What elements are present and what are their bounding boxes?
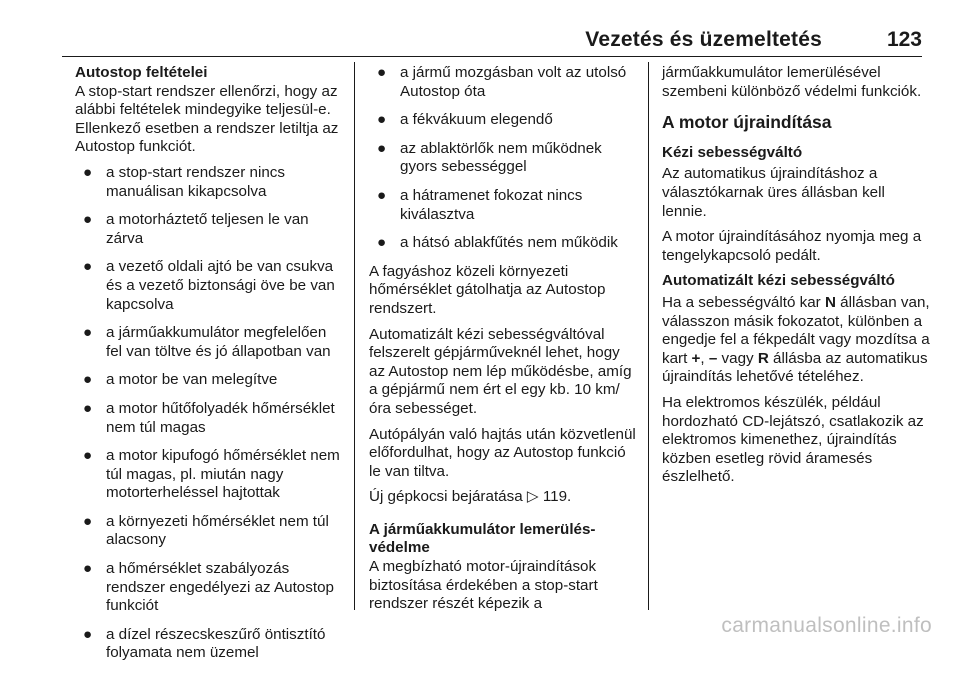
list-item: ● a dízel részecskeszűrő öntisztító folyamata nem üzemel [83, 625, 326, 662]
paragraph: A motor újraindításához nyomja meg a tengelykapcsoló pedált. [662, 228, 922, 264]
section-heading: A járműakkumulátor lemerülés-védelme [369, 520, 596, 557]
paragraph: Ha elektromos készülék, például hordozható CD-lejátszó, csatlakozik az elektromos kimenethez, újraindítás közben esetleg rövid áramesés észlelhető. [662, 393, 924, 486]
cross-reference[interactable]: Új gépkocsi bejáratása ▷ 119. [369, 488, 572, 506]
list-item: ● a motor be van melegítve [83, 371, 278, 389]
column-1 [75, 64, 343, 673]
list-item: ● az ablaktörlők nem működnek gyors sebességgel [377, 139, 602, 176]
paragraph: A fagyáshoz közeli környezeti hőmérséklet gátolhatja az Autostop rendszert. [369, 262, 606, 317]
paragraph: Autópályán való hajtás után közvetlenül előfordulhat, hogy az Autostop funkció le van tiltva. [369, 425, 636, 480]
conditions-list [75, 164, 343, 663]
list-item: ● a stop-start rendszer nincs manuálisan kikapcsolva [83, 163, 285, 200]
subsection-heading: Automatizált kézi sebességváltó [662, 272, 895, 290]
page-number: 123 [886, 28, 922, 51]
page-header [62, 0, 922, 57]
list-item: ● a hátramenet fokozat nincs kiválasztva [377, 186, 583, 223]
paragraph: Az automatikus újraindításhoz a választókarnak üres állásban kell lennie. [662, 165, 885, 220]
column-divider [648, 62, 649, 610]
list-item: ● a hátsó ablakfűtés nem működik [377, 234, 618, 252]
column-3 [662, 64, 932, 494]
watermark: carmanualsonline.info [721, 614, 932, 637]
list-item: ● a motorháztető teljesen le van zárva [83, 211, 309, 247]
column-divider [354, 62, 355, 610]
header-title: Vezetés és üzemeltetés [585, 28, 822, 51]
list-item: ● a jármű mozgásban volt az utolsó Autostop óta [377, 64, 627, 100]
list-item: ● a hőmérséklet szabályozás rendszer engedélyezi az Autostop funkciót [83, 560, 334, 615]
paragraph: A megbízható motor-újraindítások biztosítása érdekében a stop-start rendszer részét képezik a [369, 558, 598, 613]
paragraph: Ha a sebességváltó kar N állásban van, válasszon másik fokozatot, különben a engedje fel a fékpedált vagy mozdítsa a kart +, – vagy R állásba az automatikus újraindítás lehetővé tételéhez. [662, 293, 930, 386]
list-item: ● a vezető oldali ajtó be van csukva és a vezető biztonsági öve be van kapcsolva [83, 258, 335, 313]
paragraph: járműakkumulátor lemerülésével szembeni különböző védelmi funkciók. [662, 64, 922, 100]
list-item: ● a fékvákuum elegendő [377, 111, 553, 129]
conditions-list-continued [369, 64, 639, 253]
list-item: ● a járműakkumulátor megfelelően fel van töltve és jó állapotban van [83, 324, 331, 360]
list-item: ● a motor kipufogó hőmérséklet nem túl magas, pl. miután nagy motorterheléssel hajtottak [83, 447, 340, 502]
paragraph: A stop-start rendszer ellenőrzi, hogy az alábbi feltételek mindegyike teljesül-e. Ellenkező esetben a rendszer letiltja az Autostop funkciót. [75, 82, 339, 156]
column-2 [369, 64, 639, 621]
paragraph: Automatizált kézi sebességváltóval felszerelt gépjárműveknél lehet, hogy az Autostop nem lép működésbe, amíg a gépjármű nem ért el egy kb. 10 km/óra sebességet. [369, 325, 632, 417]
arrow-ref-icon: ▷ [526, 488, 539, 506]
list-item: ● a környezeti hőmérséklet nem túl alacsony [83, 512, 329, 549]
section-heading: Autostop feltételei [75, 64, 208, 81]
header-rule [62, 56, 922, 57]
section-title: A motor újraindítása [662, 112, 832, 133]
subsection-heading: Kézi sebességváltó [662, 143, 803, 161]
list-item: ● a motor hűtőfolyadék hőmérséklet nem túl magas [83, 399, 335, 436]
